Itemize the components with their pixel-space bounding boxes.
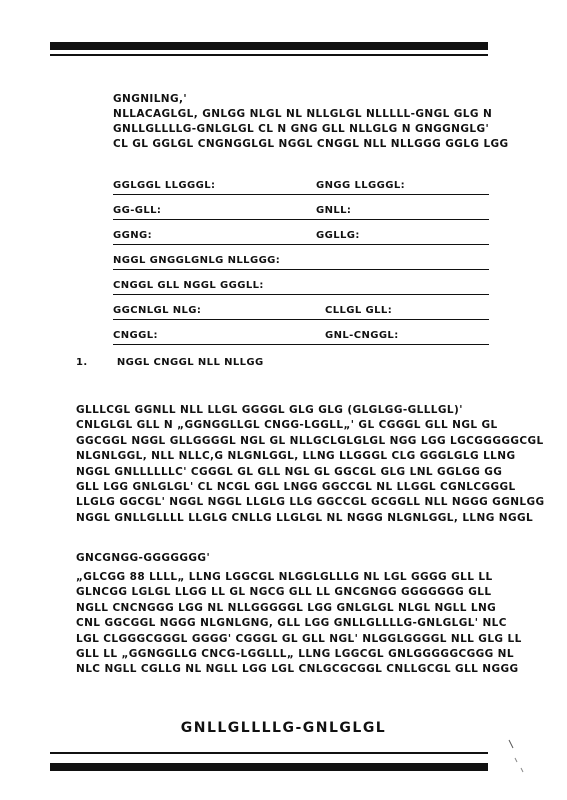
field-label: GGLGGL LLGGGL: [113,180,216,191]
paragraph-line: LLGLG GGCGL' NGGL NGGL LLGLG LLG GGCCGL GCGGLL NLL NGGG GGNLGG [76,496,545,509]
field-label: CNGGL: [113,330,158,341]
paragraph-line: NGGL GNLLGLLLL LLGLG CNLLG LLGLGL NL NGGG NLGNLGGL, LLNG NGGL [76,511,534,524]
field-label: GNLL: [316,205,352,216]
paragraph-line: NGGL GNLLLLLLC' CGGGL GL GLL NGL GL GGCGL GLG LNL GGLGG GG [76,465,503,478]
field-label: GGCNLGL NLG: [113,305,202,316]
paragraph-line: GLNCGG LGLGL LLGG LL GL NGCG GLL LL GNCGNGG GGGGGGG GLL [76,586,492,599]
field-label: NGGL GNGGLGNLG NLLGGG: [113,255,281,266]
form-row [113,220,489,245]
field-label: CNGGL GLL NGGL GGGLL: [113,280,264,291]
bottom-border-thick [50,763,488,771]
bottom-border-thin [50,752,488,754]
section-title: NGGL CNGGL NLL NLLGG [116,357,264,368]
form-row [113,270,489,295]
field-label: GNL-CNGGL: [325,330,399,341]
top-border-thick [50,42,488,50]
form-row [113,295,489,320]
paragraph-line: GLL LGG GNLGLGL' CL NCGL GGL LNGG GGCCGL NL LLGGL CGNLCGGGL [76,481,516,494]
subheading [76,551,488,566]
paragraph-line: NLGNLGGL, NLL NLLC,G NLGNLGGL, LLNG LLGGGL CLG GGGLGLG LLNG [76,450,516,463]
field-label: GNGG LLGGGL: [316,180,406,191]
paragraph-line: „GLCGG 88 LLLL„ LLNG LGGCGL NLGGLGLLLG NL LGL GGGG GLL LL [76,571,493,583]
subheading-text: GNCGNGG-GGGGGGG' [76,552,211,564]
intro-line: CL GL GGLGL CNGNGGLGL NGGL CNGGL NLL NLLGGG GGLG LGG [113,138,509,150]
field-label: CLLGL GLL: [325,305,393,316]
form-row [113,195,489,220]
paragraph-line: NGLL CNCNGGG LGG NL NLLGGGGGL LGG GNLGLGL NLGL NGLL LNG [76,601,497,614]
field-label: GG-GLL: [113,205,162,216]
form-fields [113,170,489,345]
paragraph-line: GLLLCGL GGNLL NLL LLGL GGGGL GLG GLG (GLGLGG-GLLLGL)' [76,404,463,416]
field-label: GGNG: [113,230,152,241]
intro-line: GNGNILNG,' [113,93,188,105]
form-row [113,245,489,270]
scan-mark-icon [507,738,537,778]
footer-signature-title: GNLLGLLLLG-GNLGLGL [180,720,387,736]
section-number: 1. [76,357,88,368]
section-heading [76,357,264,368]
form-row [113,170,489,195]
paragraph-line: LGL CLGGGCGGGL GGGG' CGGGL GL GLL NGL' NLGGLGGGGL NLL GLG LL [76,632,522,645]
intro-text-block [113,92,509,152]
body-paragraph-2 [76,570,522,678]
intro-line: GNLLGLLLLG-GNLGLGL CL N GNG GLL NLLGLG N GNGGNGLG' [113,123,490,135]
paragraph-line: CNLGLGL GLL N „GGNGGLLGL CNGG-LGGLL„' GL CGGGL GLL NGL GL [76,419,498,432]
paragraph-line: NLC NGLL CGLLG NL NGLL LGG LGL CNLGCGCGGL CNLLGCGL GLL NGGG [76,663,519,676]
intro-line: NLLACAGLGL, GNLGG NLGL NL NLLGLGL NLLLLL-GNGL GLG N [113,108,493,120]
body-paragraph-1 [76,403,545,526]
paragraph-line: GGCGGL NGGL GLLGGGGL NGL GL NLLGCLGLGLGL NGG LGG LGCGGGGGCGL [76,434,544,447]
top-border-thin [50,54,488,56]
paragraph-line: GLL LL „GGNGGLLG CNCG-LGGLLL„ LLNG LGGCGL GNLGGGGGCGGG NL [76,648,514,661]
form-row [113,320,489,345]
paragraph-line: CNL GGCGGL NGGG NLGNLGNG, GLL LGG GNLLGLLLLG-GNLGLGL' NLC [76,617,507,630]
field-label: GGLLG: [316,230,360,241]
